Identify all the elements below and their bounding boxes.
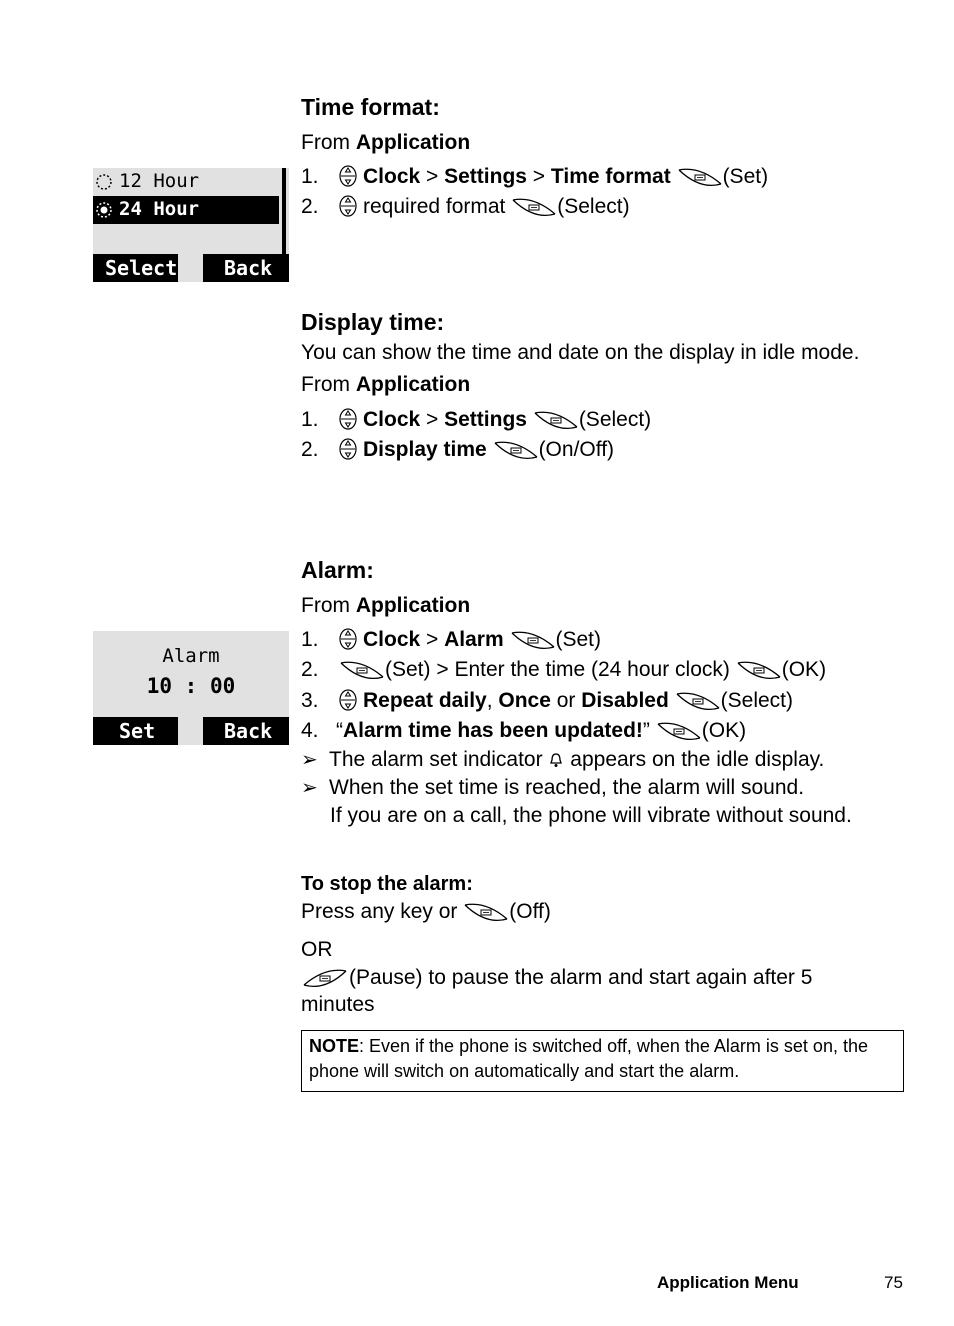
back-softkey[interactable]: Back xyxy=(203,717,289,745)
right-softkey-icon xyxy=(736,659,782,681)
alarm-from: From Application xyxy=(301,594,471,617)
navigation-key-icon xyxy=(339,438,357,460)
alarm-heading: Alarm: xyxy=(301,557,374,583)
alarm-screen-time[interactable]: 10 : 00 xyxy=(146,674,236,698)
alarm-info-1: ➢ The alarm set indicator appears on the idle display. xyxy=(301,748,825,771)
footer-section: Application Menu xyxy=(657,1273,799,1292)
alarm-screen-title: Alarm xyxy=(162,645,220,667)
softkey-bar xyxy=(93,717,289,745)
stop-alarm-line-1: Press any key or (Off) xyxy=(301,900,551,923)
back-softkey[interactable]: Back xyxy=(203,254,289,282)
navigation-key-icon xyxy=(339,408,357,430)
scrollbar[interactable] xyxy=(282,168,286,254)
select-softkey[interactable]: Select xyxy=(93,254,178,282)
time-format-step-2: 2. required format (Select) xyxy=(301,195,630,218)
radio-unselected-icon xyxy=(95,173,113,191)
alarm-screen xyxy=(93,631,289,745)
navigation-key-icon xyxy=(339,195,357,217)
display-time-step-2: 2. Display time (On/Off) xyxy=(301,438,615,461)
time-format-screen xyxy=(93,168,289,282)
note-box: NOTE: Even if the phone is switched off, when the Alarm is set on, the phone will switch on automatically and start the alarm. xyxy=(301,1030,904,1092)
navigation-key-icon xyxy=(339,689,357,711)
alarm-bell-icon xyxy=(548,751,564,769)
stop-alarm-line-2-cont: minutes xyxy=(301,993,375,1016)
right-softkey-icon xyxy=(511,196,557,218)
navigation-key-icon xyxy=(339,628,357,650)
stop-alarm-heading: To stop the alarm: xyxy=(301,873,473,895)
alarm-step-4: 4. “Alarm time has been updated!” (OK) xyxy=(301,719,747,742)
option-12-hour[interactable]: 12 Hour xyxy=(93,168,279,196)
stop-alarm-or: OR xyxy=(301,938,333,961)
set-softkey[interactable]: Set xyxy=(93,717,178,745)
right-softkey-icon xyxy=(510,629,556,651)
right-softkey-icon xyxy=(677,166,723,188)
alarm-step-3: 3. Repeat daily, Once or Disabled (Select) xyxy=(301,689,793,712)
arrow-bullet-icon: ➢ xyxy=(301,777,318,799)
left-softkey-icon xyxy=(301,967,349,989)
right-softkey-icon xyxy=(533,409,579,431)
alarm-info-2-cont: If you are on a call, the phone will vibrate without sound. xyxy=(330,804,852,827)
softkey-bar xyxy=(93,254,289,282)
display-time-description: You can show the time and date on the display in idle mode. xyxy=(301,341,860,364)
right-softkey-icon xyxy=(656,720,702,742)
alarm-step-1: 1. Clock > Alarm (Set) xyxy=(301,628,602,651)
right-softkey-icon xyxy=(493,439,539,461)
alarm-info-2: ➢ When the set time is reached, the alarm will sound. xyxy=(301,776,805,799)
option-24-hour[interactable]: 24 Hour xyxy=(93,196,279,224)
display-time-step-1: 1. Clock > Settings (Select) xyxy=(301,408,652,431)
display-time-heading: Display time: xyxy=(301,309,445,335)
stop-alarm-line-2: (Pause) to pause the alarm and start again after 5 xyxy=(301,965,812,991)
alarm-step-2: 2. (Set) > Enter the time (24 hour clock) (OK) xyxy=(301,658,827,681)
time-format-from: From Application xyxy=(301,131,471,154)
page-number: 75 xyxy=(884,1273,903,1292)
time-format-heading: Time format: xyxy=(301,94,440,120)
display-time-from: From Application xyxy=(301,373,471,396)
right-softkey-icon xyxy=(675,690,721,712)
radio-selected-icon xyxy=(95,201,113,219)
navigation-key-icon xyxy=(339,165,357,187)
right-softkey-icon xyxy=(463,901,509,923)
arrow-bullet-icon: ➢ xyxy=(301,749,318,771)
right-softkey-icon xyxy=(339,659,385,681)
time-format-step-1: 1. Clock > Settings > Time format (Set) xyxy=(301,165,769,188)
